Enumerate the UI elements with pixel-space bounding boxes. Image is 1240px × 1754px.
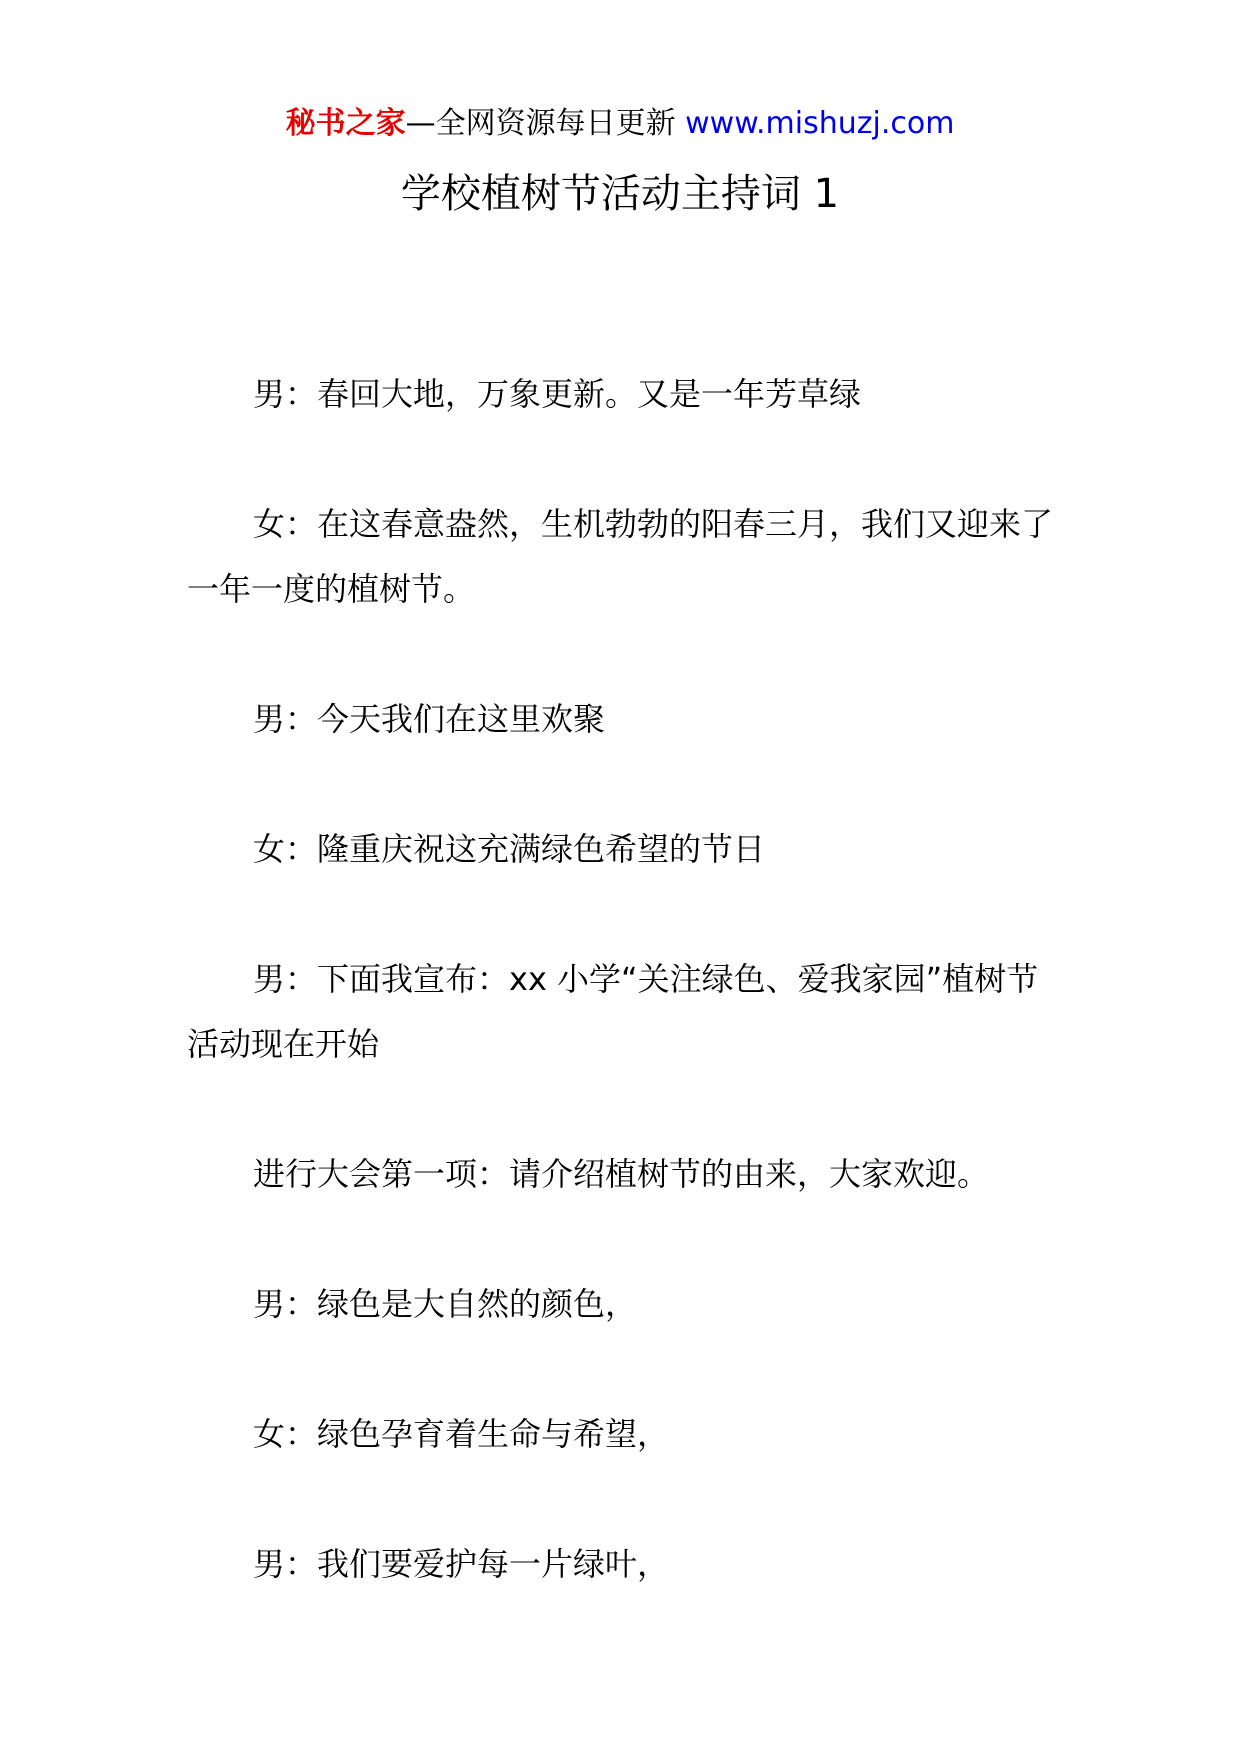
paragraph: 男：我们要爱护每一片绿叶， [253,1545,670,1583]
paragraph: 进行大会第一项：请介绍植树节的由来，大家欢迎。 [253,1155,990,1193]
document-title: 学校植树节活动主持词 1 [400,171,840,217]
site-brand: 秘书之家 [285,106,406,141]
document-body [187,362,1057,1662]
site-url-link[interactable]: www.mishuzj.com [685,106,955,141]
site-tagline: —全网资源每日更新 [405,106,676,141]
paragraph: 男：春回大地，万象更新。又是一年芳草绿 [253,375,862,413]
paragraph: 女：绿色孕育着生命与希望， [253,1415,670,1453]
paragraph: 男：今天我们在这里欢聚 [253,700,606,738]
paragraph: 女：隆重庆祝这充满绿色希望的节日 [253,830,766,868]
paragraph: 女：在这春意盎然，生机勃勃的阳春三月，我们又迎来了一年一度的植树节。 [187,505,1054,608]
site-header [0,102,1240,146]
paragraph: 男：下面我宣布：xx 小学“关注绿色、爱我家园”植树节活动现在开始 [187,960,1039,1063]
paragraph: 男：绿色是大自然的颜色， [253,1285,638,1323]
